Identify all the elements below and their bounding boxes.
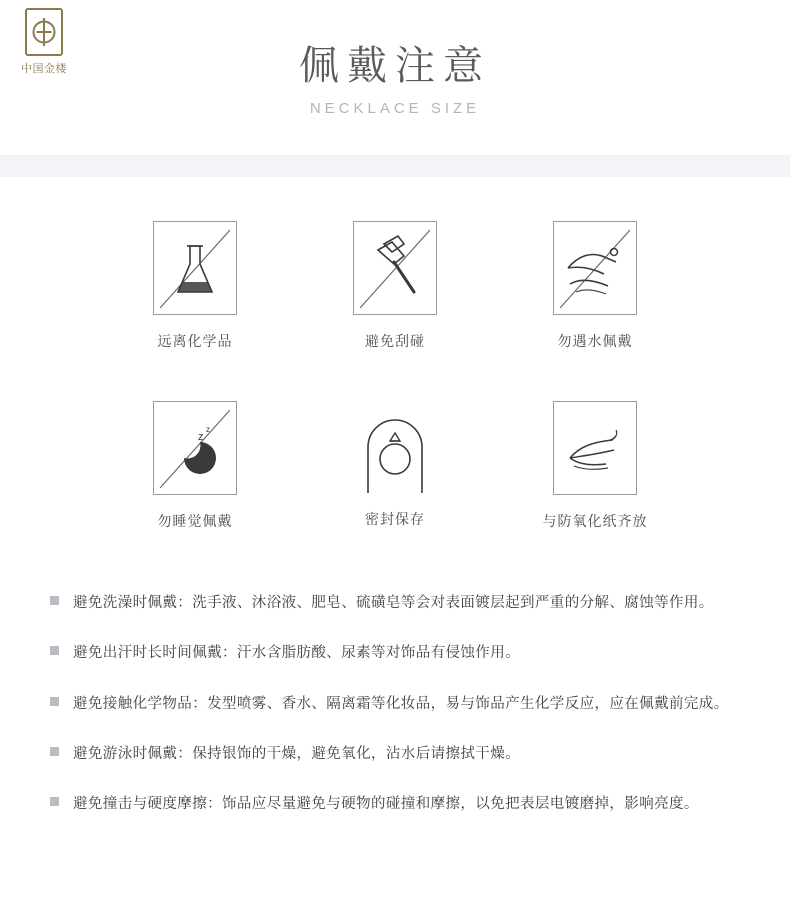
care-icon-cell (95, 221, 295, 351)
note-text: 避免游泳时佩戴：保持银饰的干燥，避免氧化，沾水后请擦拭干燥。 (73, 745, 520, 762)
note-text: 避免撞击与硬度摩擦：饰品应尽量避免与硬物的碰撞和摩擦，以免把表层电镀磨掉，影响亮度。 (73, 796, 699, 813)
chemical-flask-icon (153, 221, 237, 315)
care-icon-cell (295, 221, 495, 351)
care-icon-caption: 勿睡觉佩戴 (157, 513, 233, 529)
note-text: 避免接触化学物品：发型喷雾、香水、隔离霜等化妆品，易与饰品产生化学反应，应在佩戴前完成。 (73, 695, 729, 712)
care-icon-grid (95, 221, 695, 581)
note-text: 避免出汗时长时间佩戴：汗水含脂肪酸、尿素等对饰品有侵蚀作用。 (73, 645, 520, 662)
page-header (0, 0, 790, 117)
list-item (50, 740, 740, 768)
hammer-icon (353, 221, 437, 315)
care-icon-cell (495, 221, 695, 351)
page-subtitle: NECKLACE SIZE (309, 100, 481, 117)
list-item (50, 790, 740, 818)
svg-text:z: z (206, 425, 210, 434)
care-icon-caption: 密封保存 (365, 511, 425, 527)
note-text: 避免洗澡时佩戴：洗手液、沐浴液、肥皂、硫磺皂等会对表面镀层起到严重的分解、腐蚀等作用。 (73, 595, 714, 611)
care-icon-cell (95, 401, 295, 531)
care-icon-caption: 避免刮碰 (365, 333, 425, 349)
list-item (50, 690, 740, 718)
square-bullet-icon (50, 747, 59, 756)
anti-oxidation-paper-icon (553, 401, 637, 495)
shield-monogram-icon (25, 8, 63, 56)
logo-horizontal-bar (37, 31, 52, 33)
sleep-moon-icon (153, 401, 237, 495)
care-notes-list (50, 589, 740, 818)
section-divider-band (0, 155, 790, 177)
care-icon-cell (495, 401, 695, 531)
list-item (50, 589, 740, 617)
brand-logo (8, 8, 80, 76)
ring-pouch-icon (354, 401, 436, 493)
square-bullet-icon (50, 697, 59, 706)
square-bullet-icon (50, 596, 59, 605)
square-bullet-icon (50, 646, 59, 655)
care-icon-cell (295, 401, 495, 531)
list-item (50, 639, 740, 667)
page-title: 佩戴注意 (299, 44, 491, 88)
care-icon-caption: 远离化学品 (157, 333, 233, 349)
no-water-hand-icon (553, 221, 637, 315)
care-icon-caption: 勿遇水佩戴 (557, 333, 633, 349)
care-icon-caption: 与防氧化纸齐放 (542, 513, 648, 529)
svg-text:z: z (198, 431, 204, 443)
brand-name: 中国金楼 (21, 63, 67, 75)
square-bullet-icon (50, 797, 59, 806)
